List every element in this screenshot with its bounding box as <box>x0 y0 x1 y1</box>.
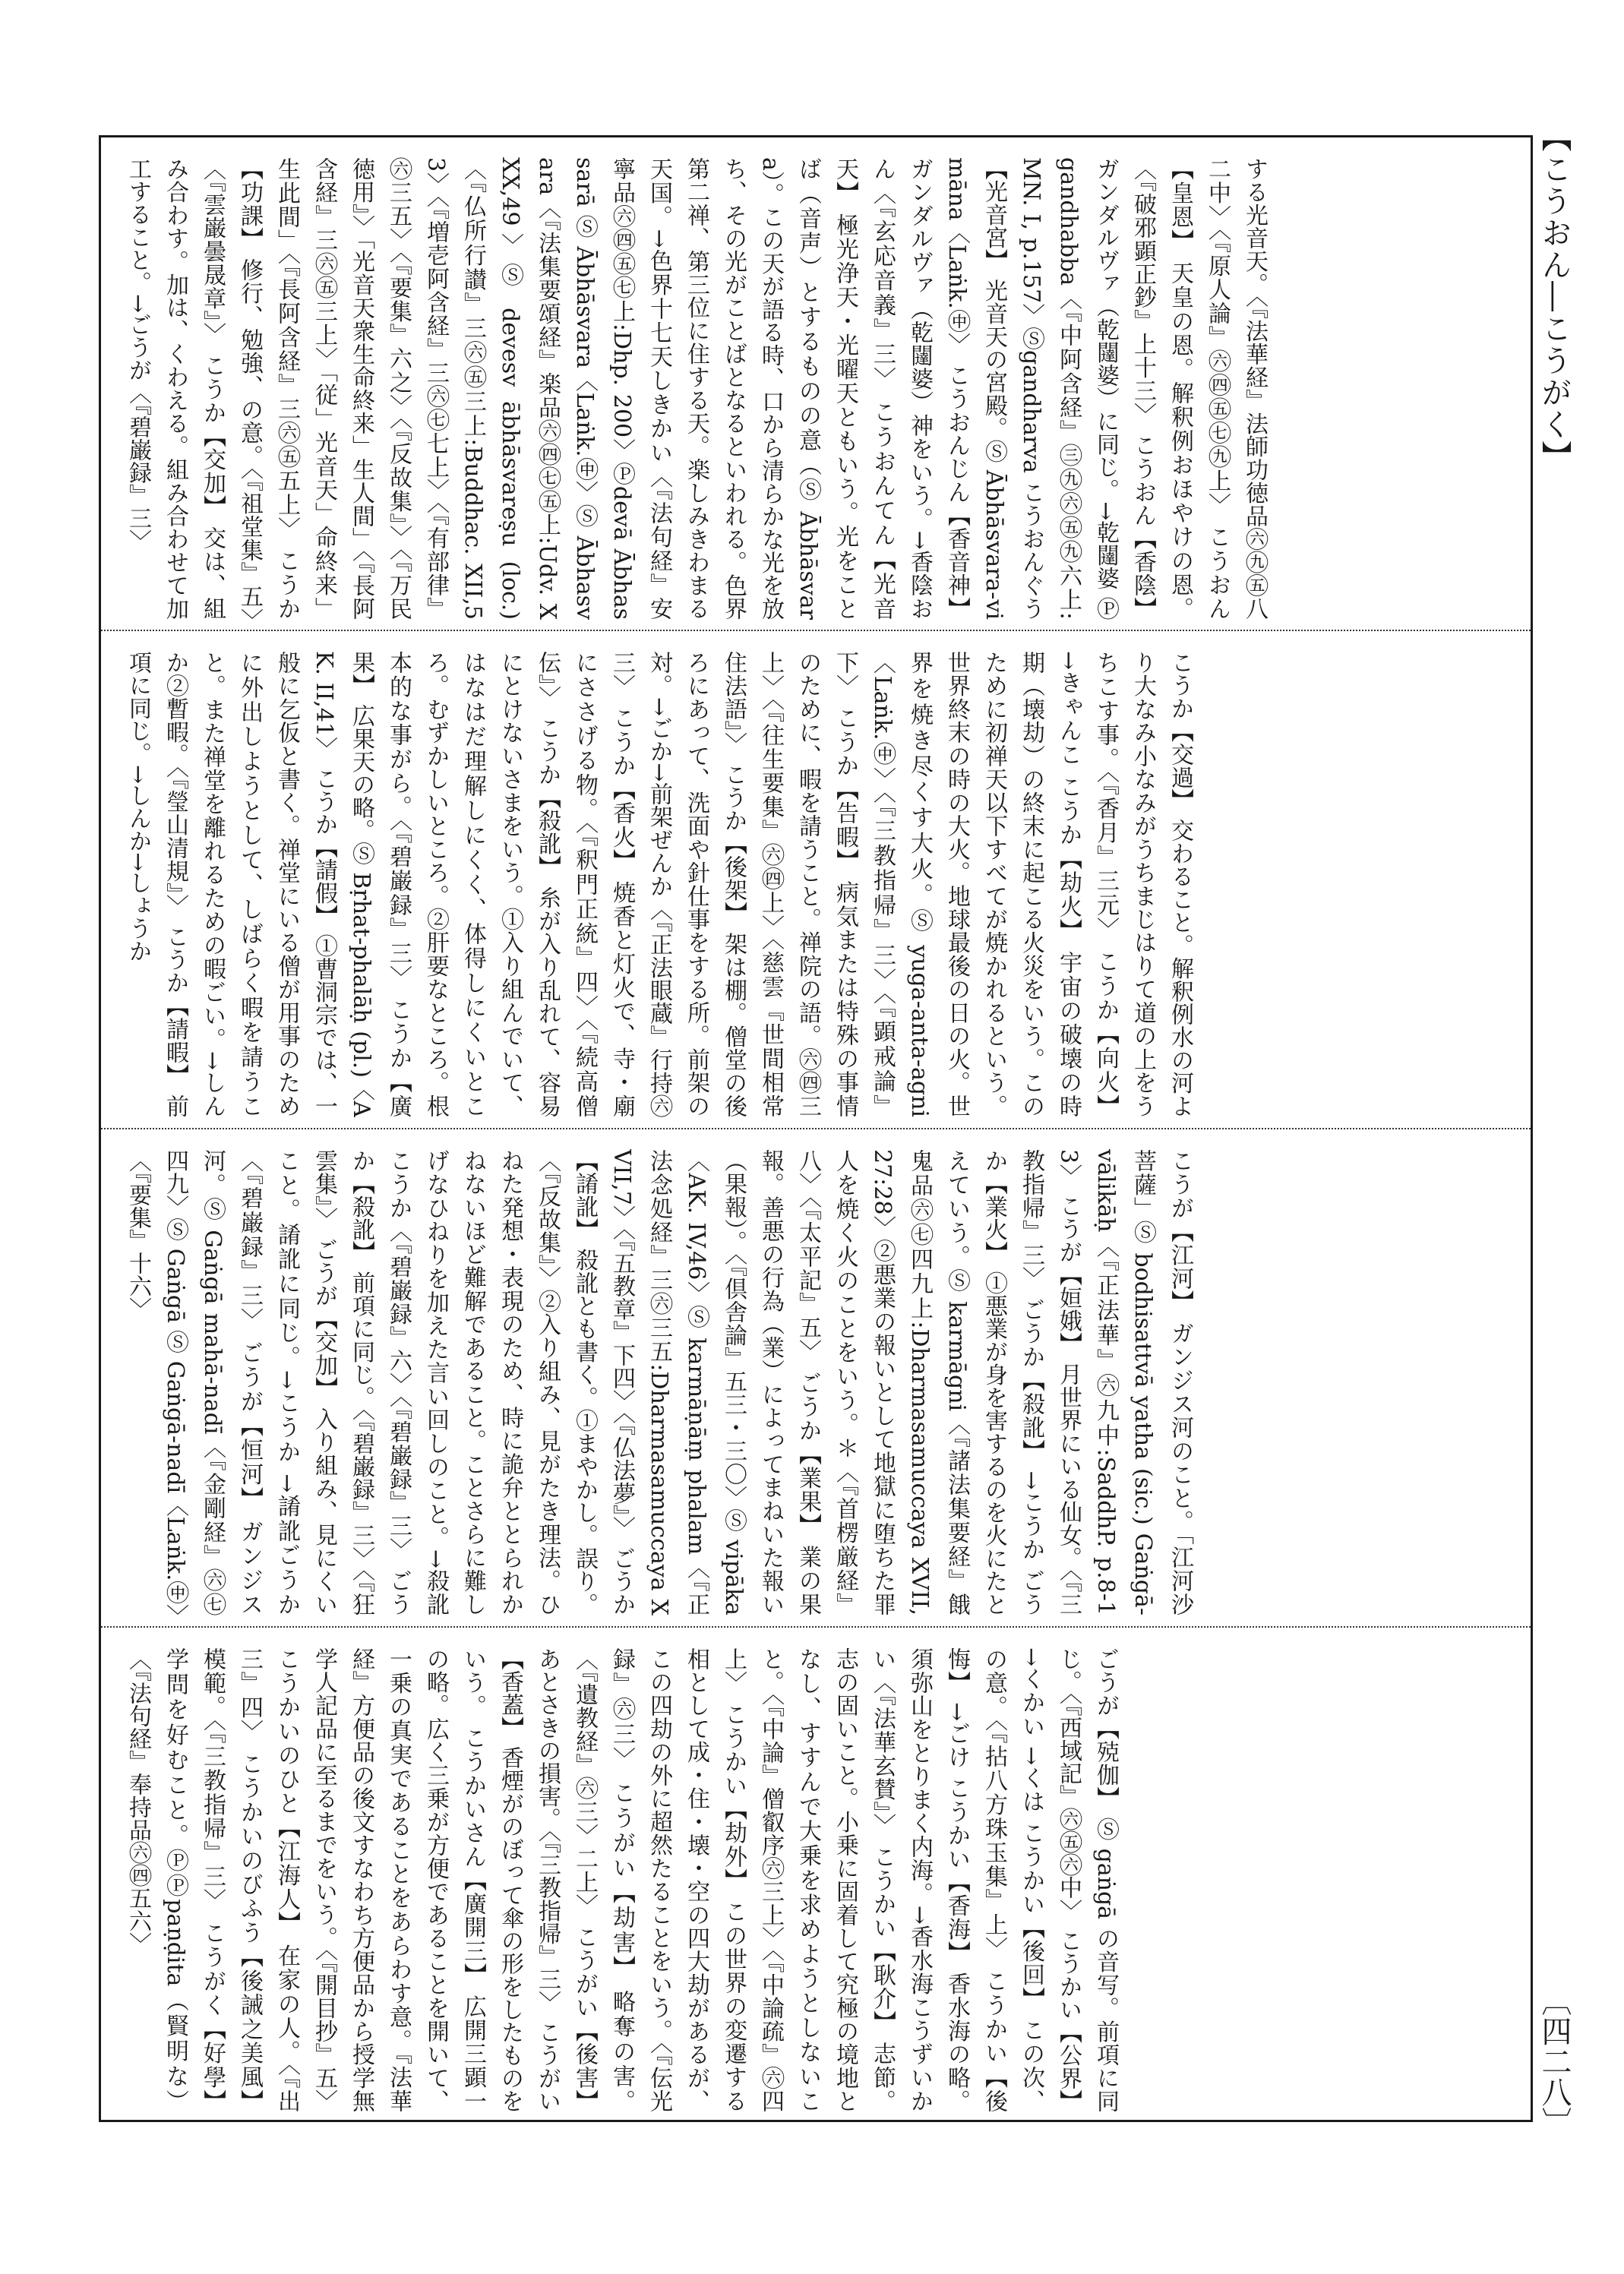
entry: こうかいさん【廣開三】 広開三顕一の略。広く三乗が方便であることを開いて、一乗の真実であることをあらわす意。『法華経』方便品の後文すなわち方便品から授学無学人記品に至るまでをいう。〈『開目抄』五〉 <box>311 1647 486 2112</box>
entry: こうおんてん【光音天】 極光浄天・光曜天ともいう。光をことば（音声）とするものの意（Ⓢ Ābhāsvara）。この天が語る時、口から清らかな光を放ち、その光がことばとなるといわれる。色界第二禅、第三位に住する天。楽しみきわまる天国。→色界十七天しきかい〈『法句経』安寧品㊅㊃㊄㊆上:Dhp. 200〉Ⓟdevā Ābhassarā Ⓢ Ābhāsvara〈Laṅk.㊥〉Ⓢ Ābhasvara〈『法集要頌経』楽品㊅㊃㊆㊄上:Udv. XXX,49〉Ⓢ devesv ābhāsvareṣu (loc.)〈『仏所行讃』三㊅㊄三上:Buddhac. XII,53〉〈『増壱阿含経』三㊅㊆七上〉〈『有部律』㊅三五〉〈『要集』六之〉〈『反故集』〉〈『万民徳用』〉「光音天衆生命終来」生人間」〈『長阿含経』三㊅㊄三上〉「従」光音天」命終来」生此間」〈『長阿含経』三㊅㊄五上〉 <box>273 157 896 620</box>
entry: こうがく【好學】 学問を好むこと。ⓅⓅpaṇḍita（賢明な）〈『法句経』奉持品㊅㊃五六〉 <box>125 1647 226 2112</box>
tier-1 <box>101 137 1531 627</box>
entry: こうかいのひと【江海人】 在家の人。〈『出三』四〉 <box>236 1647 300 2112</box>
entry: こうか【劫火】 宇宙の破壊の時期（壊劫）の終末に起こる火災をいう。このために初禅天以下すべてが焼かれるという。世界終末の時の大火。地球最後の日の火。世界を焼き尽くす大火。Ⓢ yuga-anta-agni〈Laṅk.㊥〉〈『三教指帰』三〉〈『顕戒論』下〉 <box>832 651 1082 1117</box>
tier-4-text <box>119 1647 1124 2112</box>
tier-3 <box>101 1129 1531 1623</box>
entry: ごうが【恒河】 ガンジス河。Ⓢ Gaṅgā mahā-nadī〈『金剛経』㊅㊆四九〉Ⓢ Gaṅgā Ⓢ Gaṅgā-nadī〈Laṅk.㊥〉〈『要集』十六〉 <box>125 1149 263 1615</box>
running-head: 【こうおん―こうがく】 <box>1537 122 1572 472</box>
tier-4 <box>101 1628 1531 2120</box>
entry: こうおんじん【香音神】 ガンダルヴァ（乾闥婆）神をいう。→香陰おん〈『玄応音義』三〉 <box>869 157 970 620</box>
entry: こうがい【香蓋】 香煙がのぼって傘の形をしたものをいう。 <box>460 1647 561 2112</box>
entry: ごうが【交加】 入り組み、見にくいこと。誵訛に同じ。→こうか →誵訛ごうか〈『碧巌録』三〉 <box>236 1149 337 1615</box>
entry: こうか【交加】 交は、組み合わす。加は、くわえる。組み合わせて加工すること。→ごうが〈『碧巌録』三〉 <box>125 157 226 620</box>
entry: ごうか【殺訛】 →こうか <box>1018 1298 1044 1562</box>
entry: こうがい【後害】 あとさきの損害。〈『三教指帰』三〉 <box>534 1647 598 2112</box>
entry: こうか【向火】 →きゃんこ <box>1055 651 1119 1117</box>
entry: こうか【告暇】 病気または特殊の事情のために、暇を請うこと。禅院の語。㊅㊃三上〉〈『往生要集』㊅㊃上〉〈慈雲『世間相常住法語』〉 <box>720 651 858 1117</box>
entry: こうおん【皇恩】 天皇の恩。解釈例おほやけの恩。〈『破邪顕正鈔』上十三〉 <box>1130 157 1231 620</box>
entry: こうかい【劫外】 この世界の変遷する相として成・住・壊・空の四大劫があるが、この四劫の外に超然たることをいう。〈『伝光録』㊅三〉 <box>608 1647 747 2112</box>
entry: こうかい【公界】 →くかい →くは <box>1018 1647 1082 2112</box>
dictionary-frame <box>99 135 1533 2122</box>
entry: こうかいのびふう【後誡之美風】 模範。〈『三教指帰』三〉 <box>199 1647 263 2112</box>
entry: こうおん【香陰】 ガンダルヴァ（乾闥婆）に同じ。→乾闥婆 Ⓟgandhabba〈『中阿含経』㊂㊈㊅㊄㊈六上:MN. I, p.157〉Ⓢgandharva <box>1018 157 1156 620</box>
entry: こうか【請暇】 前項に同じ。→しんか→しょうか <box>125 651 188 1117</box>
entry: こうか【交過】 交わること。解釈例水の河より大なみ小なみがうちまじはりて道の上をうちこす事。〈『香月』三元〉 <box>1092 651 1193 1117</box>
entry: ごうか【誵訛】 殺訛とも書く。①まやかし。誤り。〈『反故集』〉②入り組み、見がたき理法。ひねた発想・表現のため、時に詭弁ととられかねないほど難解であること。ことさらに難しげなひねりを加えた言い回しのこと。→殺訛こうか〈『碧巌録』六〉〈『碧巌録』三〉 <box>385 1149 635 1615</box>
entry: こうが【江河】 ガンジス河のこと。「江河沙菩薩」Ⓢ bodhisattvā yatha (sic.) Gaṅgā-vālikāḥ〈『正法華』㊅九中:SaddhP. p.8-13〉 <box>1055 1149 1193 1615</box>
entry: ごうか【業火】 ①悪業が身を害するのを火にたとえていう。Ⓢ karmāgni〈『諸法集要経』餓鬼品㊅㊆四九上:Dharmasamuccaya XVII,27:28〉②悪業の報いとして地獄に堕ちた罪人を焼く火のことをいう。＊〈『首楞厳経』八〉〈『太平記』五〉 <box>795 1149 1044 1615</box>
entry: こうかい【後回】 この次、の意。〈『拈八方珠玉集』上〉 <box>981 1647 1044 2112</box>
entry: こうが【姮娥】 月世界にいる仙女。〈『三教指帰』三〉 <box>1018 1149 1082 1615</box>
entry: ごうか【業果】 業の果報。善悪の行為（業）によってまねいた報い（果報）。〈『倶舎論』五三・三〇〉Ⓢ vipāka〈AK. IV,46〉Ⓢ karmāṇāṃ phalam〈『正法念処経』三㊅三五:Dharmasamuccaya XVII,7〉〈『五教章』下四〉〈『仏法夢』〉 <box>608 1149 821 1615</box>
entry: する光音天。〈『法華経』法師功徳品㊅㊈㊄八二中〉〈『原人論』㊅㊃㊄㊆㊈上〉 <box>1204 157 1268 620</box>
entry: ごうか【殺訛】 前項に同じ。〈『碧巌録』三〉〈『狂雲集』〉 <box>311 1149 412 1615</box>
entry: こうか【殺訛】 糸が入り乱れて、容易にとけないさまをいう。①入り組んでいて、はなはだ理解しにくく、体得しにくいところ。むずかしいところ。②肝要なところ。根本的な事がら。〈『碧巌録』三〉 <box>385 651 561 1117</box>
entry: こうか【請假】 ①曹洞宗では、一般に乞仮と書く。禅堂にいる僧が用事のために外出しようとして、しばらく暇を請うこと。また禅堂を離れるための暇ごい。→しんか②暫暇。〈『瑩山清規』〉 <box>162 651 337 1117</box>
entry: こうか【後架】 架は棚。僧堂の後ろにあって、洗面や針仕事をする所。前架の対。→ごか→前架ぜんか〈『正法眼蔵』行持㊅三〉 <box>608 651 747 1117</box>
entry: こうか【香火】 焼香と灯火で、寺・廟にささげる物。〈『釈門正統』四〉〈『続高僧伝』〉 <box>534 651 635 1117</box>
entry: こうおんぐう【光音宮】 光音天の宮殿。Ⓢ Ābhāsvara-vimāna〈Laṅk.㊥〉 <box>943 157 1044 620</box>
tier-3-text <box>119 1149 1199 1615</box>
tier-2 <box>101 631 1531 1125</box>
entry: こうがい【劫害】 略奪の害。〈『遺教経』㊅三〉二上〉 <box>571 1647 635 2112</box>
entry: こうかい【耿介】 志節。志の固いこと。小乗に固着して究極の境地となし、すすんで大乗を求めようとしないこと。〈『中論』僧叡序㊅三上〉〈『中論疏』㊅四上〉 <box>720 1647 896 2112</box>
tier-1-text <box>119 157 1273 620</box>
entry: こうかい【香海】 香水海の略。須弥山をとりまく内海。→香水海こうずいかい〈『法華玄賛』〉 <box>869 1647 970 2112</box>
page-number: 〔四二八〕 <box>1537 1985 1572 2137</box>
tier-2-text <box>119 651 1199 1117</box>
entry: こうかい【後悔】 →ごけ <box>943 1647 1007 2112</box>
entry: こうか【功課】 修行、勉強、の意。〈『祖堂集』五〉〈『雲巌曇晟章』〉 <box>199 157 300 620</box>
entry: こうか【廣果】 広果天の略。Ⓢ Bṛhat-phalāḥ (pl.)〈AK. II,41〉 <box>311 651 412 1117</box>
entry: ごうが【殑伽】 Ⓢ gaṅgā の音写。前項に同じ。〈『西域記』㊅㊄㊅中〉 <box>1055 1647 1119 2112</box>
